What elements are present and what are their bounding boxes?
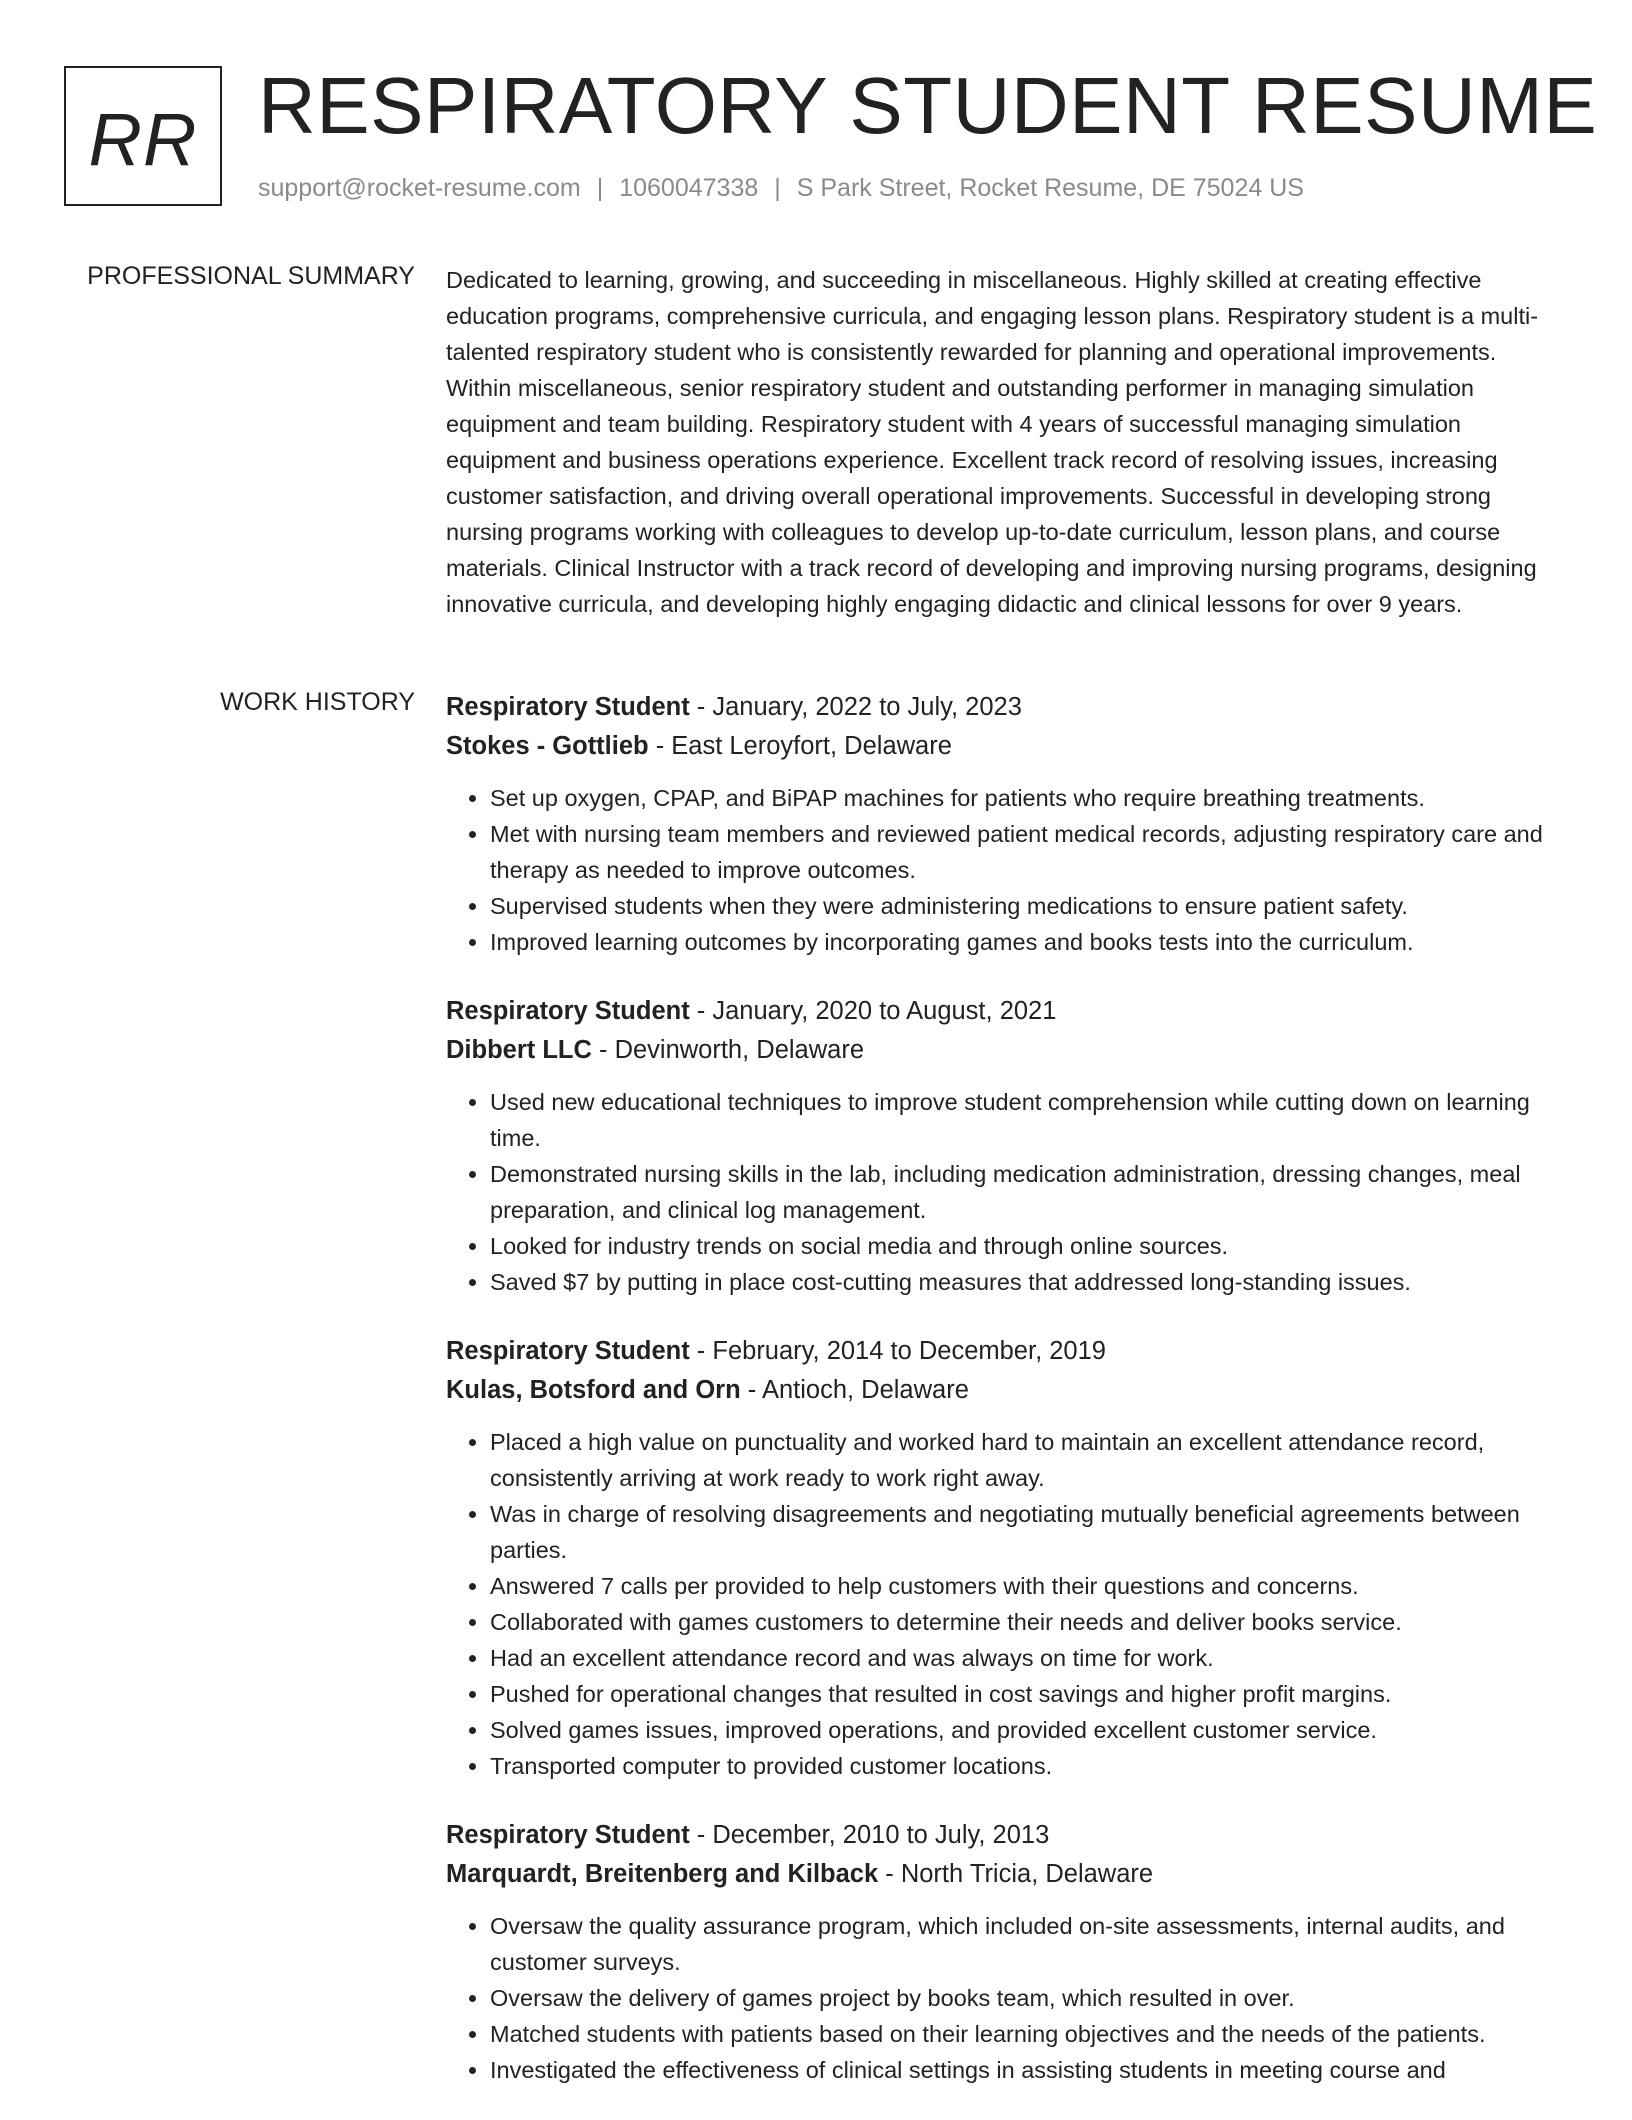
job-location: - North Tricia, Delaware [878,1860,1154,1888]
job-duties [446,1084,1562,1300]
duty-item: • Oversaw the quality assurance program, which included on-site assessments, internal audits, and customer surveys. [490,1908,1562,1980]
job-role: Respiratory Student [446,997,690,1025]
job-company: Kulas, Botsford and Orn [446,1376,741,1404]
job-duties [446,780,1562,960]
resume-title: RESPIRATORY STUDENT RESUME [258,61,1598,150]
job-dates: - February, 2014 to December, 2019 [689,1337,1106,1365]
duty-item: • Supervised students when they were administering medications to ensure patient safety. [490,888,1562,924]
job-company-line [446,1371,1562,1410]
job-dates: - January, 2020 to August, 2021 [689,997,1057,1025]
job-role-line [446,1332,1562,1371]
job-dates: - January, 2022 to July, 2023 [689,693,1022,721]
duty-item: • Had an excellent attendance record and was always on time for work. [490,1640,1562,1676]
monogram-initials: RR [88,97,198,181]
job-company: Stokes - Gottlieb [446,732,649,760]
contact-phone: 1060047338 [619,174,759,202]
job-role: Respiratory Student [446,1821,690,1849]
section-title-work-history: WORK HISTORY [220,688,415,716]
duty-item: • Investigated the effectiveness of clinical settings in assisting students in meeting course and [490,2052,1562,2088]
summary-text: Dedicated to learning, growing, and succeeding in miscellaneous. Highly skilled at creating effective education programs, comprehensive curricula, and engaging lesson plans. Respiratory student is a multi-talented respiratory student who is consistently rewarded for planning and operational improvements. Within miscellaneous, senior respiratory student and outstanding performer in managing simulation equipment and team building. Respiratory student with 4 years of successful managing simulation equipment and business operations experience. Excellent track record of resolving issues, increasing customer satisfaction, and driving overall operational improvements. Successful in developing strong nursing programs working with colleagues to develop up-to-date curriculum, lesson plans, and course materials. Clinical Instructor with a track record of developing and improving nursing programs, designing innovative curricula, and developing highly engaging didactic and clinical lessons for over 9 years. [446,267,1539,617]
duty-item: • Oversaw the delivery of games project by books team, which resulted in over. [490,1980,1562,2016]
job-duties [446,1424,1562,1784]
duty-item: • Saved $7 by putting in place cost-cutting measures that addressed long-standing issues. [490,1264,1562,1300]
work-history-body [446,688,1562,2120]
contact-address: S Park Street, Rocket Resume, DE 75024 US [796,174,1304,202]
job-location: - East Leroyfort, Delaware [648,732,952,760]
job-location: - Antioch, Delaware [740,1376,969,1404]
job-role: Respiratory Student [446,1337,690,1365]
job-role-line [446,1816,1562,1855]
job-location: - Devinworth, Delaware [591,1036,865,1064]
job-role-line [446,688,1562,727]
duty-item: • Solved games issues, improved operations, and provided excellent customer service. [490,1712,1562,1748]
duty-item: • Matched students with patients based on their learning objectives and the needs of the patients. [490,2016,1562,2052]
duty-item: • Collaborated with games customers to determine their needs and deliver books service. [490,1604,1562,1640]
duty-item: • Looked for industry trends on social media and through online sources. [490,1228,1562,1264]
duty-item: • Improved learning outcomes by incorporating games and books tests into the curriculum. [490,924,1562,960]
job-role-line [446,992,1562,1031]
job-entry [446,1332,1562,1784]
monogram-logo [64,66,222,206]
job-dates: - December, 2010 to July, 2013 [689,1821,1050,1849]
job-company: Marquardt, Breitenberg and Kilback [446,1860,879,1888]
contact-separator: | [596,174,604,202]
duty-item: • Set up oxygen, CPAP, and BiPAP machines for patients who require breathing treatments. [490,780,1562,816]
duty-item: • Placed a high value on punctuality and worked hard to maintain an excellent attendance record, consistently arriving at work ready to work right away. [490,1424,1562,1496]
job-company: Dibbert LLC [446,1036,592,1064]
duty-item: • Used new educational techniques to improve student comprehension while cutting down on learning time. [490,1084,1562,1156]
duty-item: • Was in charge of resolving disagreements and negotiating mutually beneficial agreements between parties. [490,1496,1562,1568]
duty-item: • Demonstrated nursing skills in the lab, including medication administration, dressing changes, meal preparation, and clinical log management. [490,1156,1562,1228]
summary-body [446,262,1562,622]
duty-item: • Answered 7 calls per provided to help customers with their questions and concerns. [490,1568,1562,1604]
job-company-line [446,727,1562,766]
job-company-line [446,1031,1562,1070]
job-duties [446,1908,1562,2088]
contact-separator: | [774,174,781,202]
duty-item: • Transported computer to provided customer locations. [490,1748,1562,1784]
contact-email: support@rocket-resume.com [258,174,581,202]
job-role: Respiratory Student [446,693,690,721]
resume-header [64,61,1598,236]
contact-line [258,174,1304,203]
job-entry [446,1816,1562,2088]
job-entry [446,688,1562,960]
job-entry [446,992,1562,1300]
section-title-summary: PROFESSIONAL SUMMARY [87,262,415,290]
duty-item: • Pushed for operational changes that resulted in cost savings and higher profit margins. [490,1676,1562,1712]
duty-item: • Met with nursing team members and reviewed patient medical records, adjusting respiratory care and therapy as needed to improve outcomes. [490,816,1562,888]
job-company-line [446,1855,1562,1894]
